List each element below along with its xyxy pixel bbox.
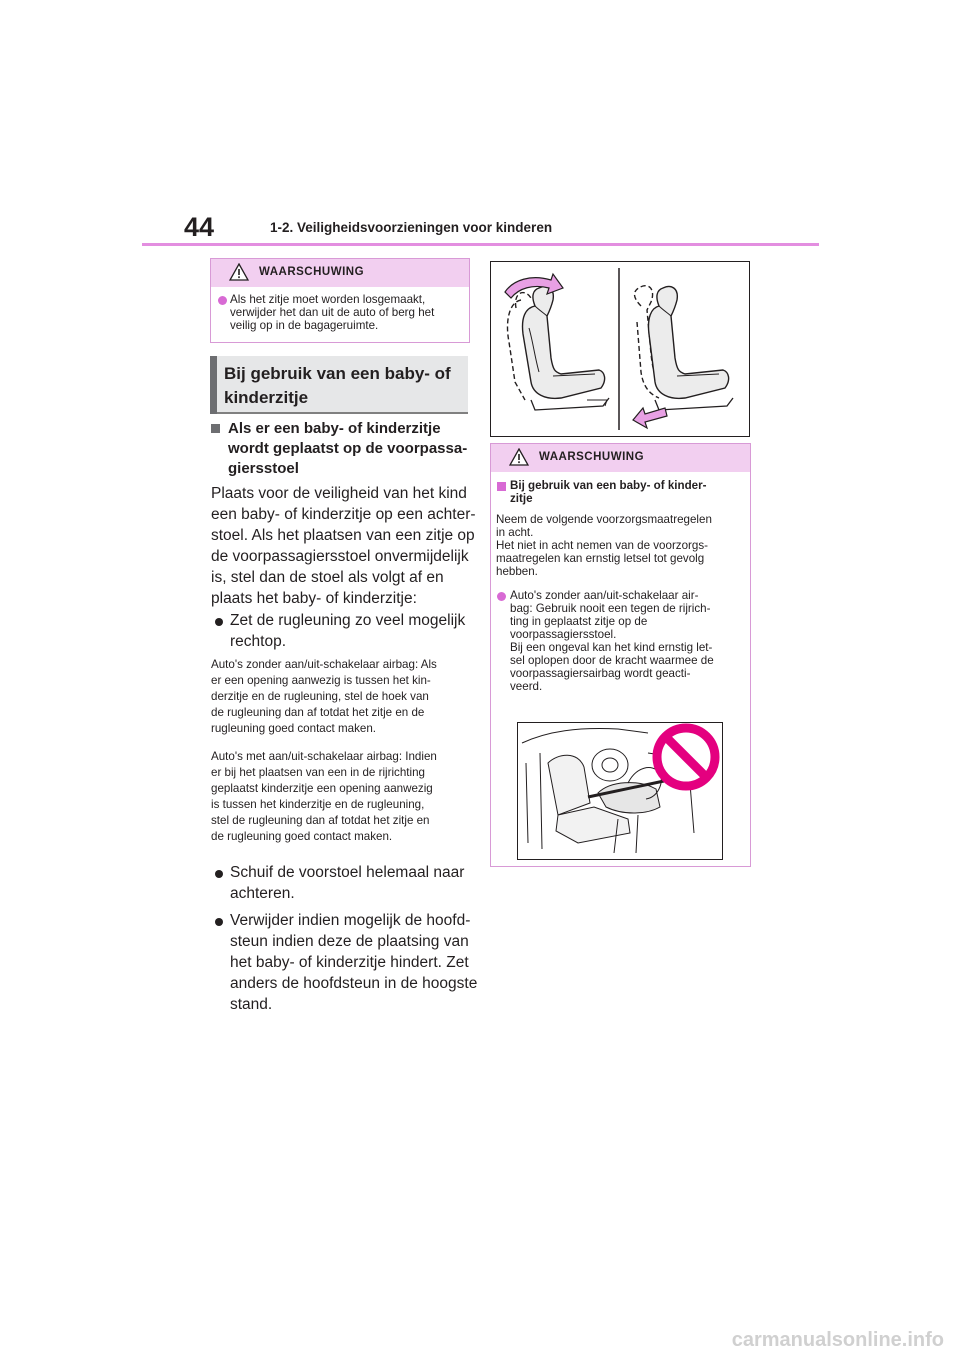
warning-box-detach: [210, 258, 470, 343]
note-without-switch: Auto's zonder aan/uit-schakelaar airbag: Als er een opening aanwezig is tussen het kin- derzitje en de rugleuning, stel de hoek van de rugleuning dan af totdat het zitje en de rugleuning goed contact maken.: [211, 658, 437, 735]
warning-triangle-icon: [509, 448, 529, 466]
seat-adjustment-illustration: [490, 261, 750, 437]
warning-triangle-icon: [229, 263, 249, 281]
warning-label: WAARSCHUWING: [259, 266, 365, 278]
square-bullet-icon: [211, 424, 220, 433]
rear-facing-seat-prohibited-illustration: [517, 722, 723, 860]
bullet-icon: [215, 870, 223, 878]
subheading: Als er een baby- of kinderzitje wordt geplaatst op de voorpassa- giersstoel: [228, 420, 468, 477]
square-bullet-icon: [497, 482, 506, 491]
car-interior-svg: [518, 723, 722, 859]
header-rule: [142, 243, 819, 246]
warning-paragraph: Neem de volgende voorzorgsmaatregelen in acht. Het niet in acht nemen van de voorzorgs- maatregelen kan ernstig letsel tot gevolg hebben.: [496, 513, 712, 578]
bullet-icon: [215, 918, 223, 926]
seat-illustration-svg: [491, 262, 749, 436]
warning-header: [211, 259, 469, 287]
section-heading: [210, 356, 468, 414]
warning-subheading: Bij gebruik van een baby- of kinder- zitje: [510, 479, 707, 505]
section-heading-text: Bij gebruik van een baby- of kinderzitje: [224, 364, 451, 407]
bullet-icon: [497, 592, 506, 601]
bullet-icon: [215, 618, 223, 626]
bullet-remove-headrest: Verwijder indien mogelijk de hoofd- steun indien deze de plaatsing van het baby- of kinderzitje hindert. Zet anders de hoofdsteun in de hoogste stand.: [230, 912, 478, 1013]
section-title: 1-2. Veiligheidsvoorzieningen voor kinderen: [270, 220, 553, 235]
bullet-icon: [218, 296, 227, 305]
warning-item: Auto's zonder aan/uit-schakelaar air- bag: Gebruik nooit een tegen de rijrich- ting in geplaatst zitje op de voorpassagiersstoel. Bij een ongeval kan het kind ernstig let- sel oplopen door de kracht waarmee de voorpassagiersairbag wordt geacti- veerd.: [510, 589, 714, 693]
warning-text: Als het zitje moet worden losgemaakt, verwijder het dan uit de auto of berg het veilig op in de bagageruimte.: [230, 293, 435, 332]
watermark: carmanualsonline.info: [731, 1329, 944, 1351]
intro-paragraph: Plaats voor de veiligheid van het kind een baby- of kinderzitje op een achter- stoel. Als het plaatsen van een zitje op de voorpassagiersstoel onvermijdelijk is, stel dan de stoel als volgt af en plaats het baby- of kinderzitje:: [211, 485, 476, 607]
page-number: 44: [184, 212, 215, 242]
heading-bar: [210, 356, 217, 414]
bullet-upright-backrest: Zet de rugleuning zo veel mogelijk rechtop.: [230, 612, 466, 650]
warning-label: WAARSCHUWING: [539, 451, 645, 463]
bullet-slide-seat: Schuif de voorstoel helemaal naar achteren.: [230, 864, 465, 902]
warning-header: [491, 444, 750, 472]
note-with-switch: Auto's met aan/uit-schakelaar airbag: Indien er bij het plaatsen van een in de rijrichting geplaatst kinderzitje een opening aanwezig is tussen het kinderzitje en de rugleuning, stel de rugleuning dan af totdat het zitje en de rugleuning goed contact maken.: [211, 750, 437, 843]
